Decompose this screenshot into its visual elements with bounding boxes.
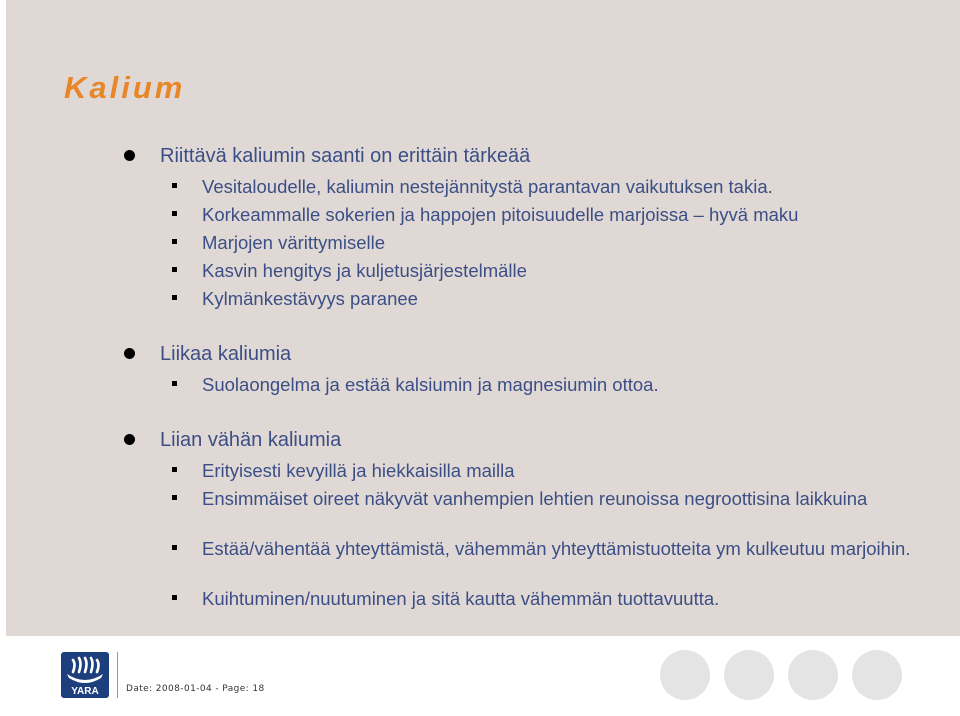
bullet-square-icon bbox=[172, 239, 177, 244]
bullet-square-icon bbox=[172, 495, 177, 500]
section-heading bbox=[160, 342, 291, 366]
list-item-text: Ensimmäiset oireet näkyvät vanhempien lehtien reunoissa negroottisina laikkuina bbox=[202, 488, 868, 509]
section-heading bbox=[160, 144, 530, 168]
section-heading-text: Riittävä kaliumin saanti on erittäin tärkeää bbox=[160, 145, 531, 167]
list-item bbox=[202, 204, 932, 225]
list-item-text: Marjojen värittymiselle bbox=[202, 232, 385, 253]
bullet-dot-icon bbox=[124, 348, 135, 359]
yara-logo-icon bbox=[61, 652, 109, 698]
decorative-circle bbox=[724, 650, 774, 700]
list-item-text: Suolaongelma ja estää kalsiumin ja magnesiumin ottoa. bbox=[202, 374, 659, 395]
decorative-circle bbox=[660, 650, 710, 700]
list-item bbox=[202, 588, 932, 609]
bullet-square-icon bbox=[172, 595, 177, 600]
list-item-text: Kylmänkestävyys paranee bbox=[202, 288, 418, 309]
list-item bbox=[202, 460, 932, 481]
list-item-text: Kasvin hengitys ja kuljetusjärjestelmälle bbox=[202, 260, 527, 281]
bullet-square-icon bbox=[172, 267, 177, 272]
list-item bbox=[202, 374, 932, 395]
list-item bbox=[202, 288, 932, 309]
list-item bbox=[202, 176, 932, 197]
decorative-circle bbox=[852, 650, 902, 700]
decorative-circle bbox=[788, 650, 838, 700]
bullet-square-icon bbox=[172, 183, 177, 188]
section-heading-text: Liikaa kaliumia bbox=[160, 343, 292, 365]
list-item bbox=[202, 488, 902, 509]
section-heading bbox=[160, 428, 341, 452]
bullet-dot-icon bbox=[124, 434, 135, 445]
list-item bbox=[202, 260, 932, 281]
list-item-text: Estää/vähentää yhteyttämistä, vähemmän yhteyttämistuotteita ym kulkeutuu marjoihin. bbox=[202, 538, 911, 559]
footer-date-page: Date: 2008-01-04 - Page: 18 bbox=[126, 684, 265, 694]
bullet-square-icon bbox=[172, 381, 177, 386]
bullet-square-icon bbox=[172, 211, 177, 216]
list-item-text: Erityisesti kevyillä ja hiekkaisilla mailla bbox=[202, 460, 515, 481]
list-item bbox=[202, 538, 922, 559]
bullet-square-icon bbox=[172, 545, 177, 550]
logo-text: YARA bbox=[71, 686, 99, 697]
bullet-dot-icon bbox=[124, 150, 135, 161]
bullet-square-icon bbox=[172, 295, 177, 300]
yara-logo bbox=[61, 652, 109, 698]
bullet-square-icon bbox=[172, 467, 177, 472]
slide-title: Kalium bbox=[64, 70, 186, 105]
list-item bbox=[202, 232, 932, 253]
list-item-text: Vesitaloudelle, kaliumin nestejännitystä parantavan vaikutuksen takia. bbox=[202, 176, 773, 197]
list-item-text: Korkeammalle sokerien ja happojen pitoisuudelle marjoissa – hyvä maku bbox=[202, 204, 799, 225]
list-item-text: Kuihtuminen/nuutuminen ja sitä kautta vähemmän tuottavuutta. bbox=[202, 588, 720, 609]
footer-divider bbox=[117, 652, 118, 698]
section-heading-text: Liian vähän kaliumia bbox=[160, 429, 342, 451]
